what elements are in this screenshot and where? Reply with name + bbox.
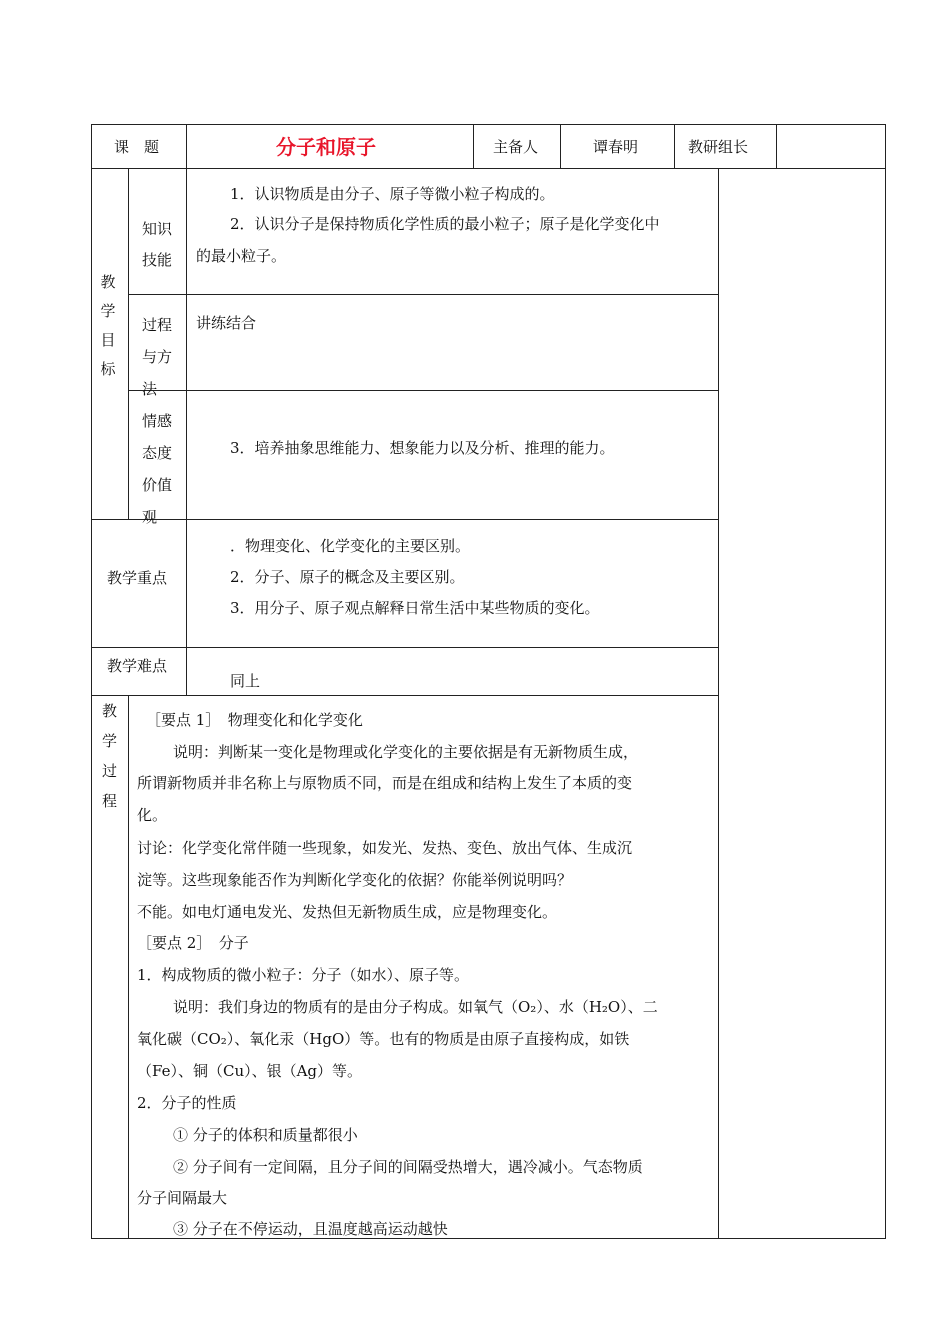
process-line-10: 说明：我们身边的物质有的是由分子构成。如氧气（O₂）、水（H₂O）、二 [173,998,658,1016]
process-col-2 [718,695,719,1239]
process-method-text: 讲练结合 [196,314,257,332]
process-line-11: 氧化碳（CO₂）、氧化汞（HgO）等。也有的物质是由原子直接构成，如铁 [137,1030,630,1048]
emotion-text: 3．培养抽象思维能力、想象能力以及分析、推理的能力。 [230,439,615,457]
header-col-4 [674,124,675,168]
difficulty-text: 同上 [230,672,261,690]
preparer-name: 谭春明 [593,138,639,156]
process-line-6: 淀等。这些现象能否作为判断化学变化的依据？你能举例说明吗？ [137,871,573,889]
process-line-7: 不能。如电灯通电发光、发热但无新物质生成，应是物理变化。 [137,903,558,921]
process-line-1: ［要点 1］ 物理变化和化学变化 [146,711,363,729]
process-line-12: （Fe）、铜（Cu）、银（Ag）等。 [137,1062,363,1080]
process-line-15: ② 分子间有一定间隔，且分子间的间隔受热增大，遇冷减小。气态物质 [173,1158,643,1176]
process-line-14: ① 分子的体积和质量都很小 [173,1126,358,1144]
knowledge-line-1: 1．认识物质是由分子、原子等微小粒子构成的。 [230,185,555,203]
keypoint-1: ．物理变化、化学变化的主要区别。 [230,537,471,555]
header-col-2 [473,124,474,168]
border-right [885,124,886,1239]
goals-col-2 [186,168,187,519]
knowledge-line-3: 的最小粒子。 [196,247,287,265]
border-left [91,124,92,1239]
process-col-1 [128,695,129,1239]
keypoint-3: 3．用分子、原子观点解释日常生活中某些物质的变化。 [230,599,600,617]
goals-section-label [100,268,120,384]
keypoint-2: 2．分子、原子的概念及主要区别。 [230,568,465,586]
goals-row-1 [128,294,719,295]
process-method-label: 过程与方法 [142,316,173,398]
leader-label: 教研组长 [688,138,749,156]
emotion-label: 情感态度价值观 [142,412,173,526]
process-line-9: 1．构成物质的微小粒子：分子（如水）、原子等。 [137,966,470,984]
process-line-13: 2．分子的性质 [137,1094,237,1112]
process-line-5: 讨论：化学变化常伴随一些现象，如发光、发热、变色、放出气体、生成沉 [137,839,633,857]
keypoints-col [186,519,187,696]
goals-section-label-text: 教学目标 [100,273,116,378]
process-line-17: ③ 分子在不停运动，且温度越高运动越快 [173,1220,448,1238]
difficulty-label: 教学难点 [107,657,168,675]
knowledge-line-2: 2．认识分子是保持物质化学性质的最小粒子；原子是化学变化中 [230,215,660,233]
header-row-divider [91,168,886,169]
difficulty-top [91,647,719,648]
process-line-16: 分子间隔最大 [137,1189,228,1207]
border-top [91,124,886,125]
process-line-3: 所谓新物质并非名称上与原物质不同，而是在组成和结构上发生了本质的变 [137,774,633,792]
process-line-2: 说明：判断某一变化是物理或化学变化的主要依据是有无新物质生成， [173,743,639,761]
process-section-label-text: 教学过程 [102,702,118,810]
header-col-5 [776,124,777,168]
preparer-label: 主备人 [493,138,539,156]
process-line-4: 化。 [137,806,168,824]
keypoints-label: 教学重点 [107,569,168,587]
goals-row-2 [128,390,719,391]
process-line-8: ［要点 2］ 分子 [137,934,249,952]
header-col-1 [186,124,187,168]
process-section-label [102,696,120,816]
goals-col-1 [128,168,129,519]
subject-label: 课 题 [114,138,160,156]
page-title: 分子和原子 [276,135,376,159]
knowledge-label: 知识技能 [142,220,173,269]
content-right-col [718,168,719,696]
header-col-3 [560,124,561,168]
process-top [91,695,719,696]
